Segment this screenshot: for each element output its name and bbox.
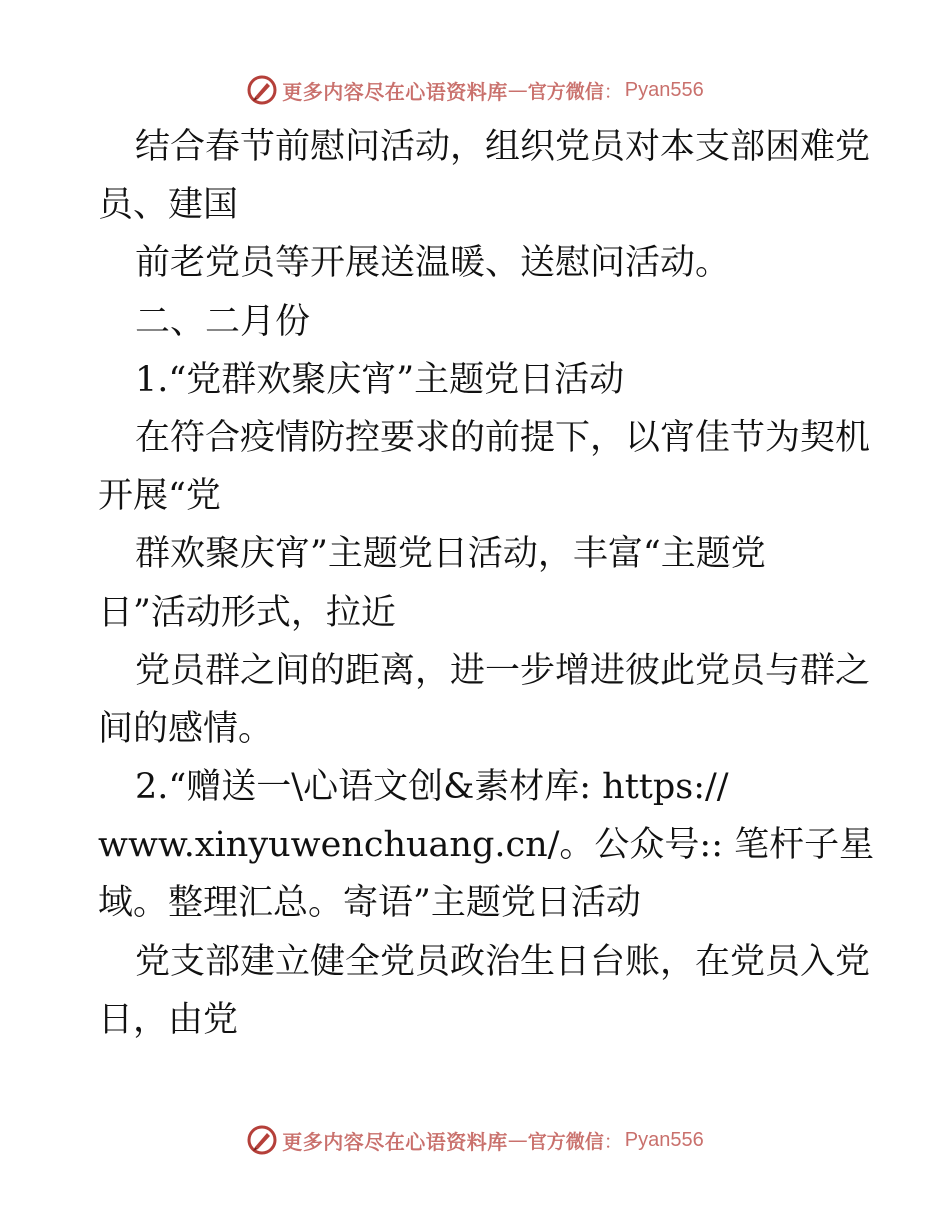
section-heading: 二、二月份	[135, 301, 311, 342]
header-brand-text: 更多内容尽在心语资料库	[282, 79, 508, 104]
text-line: 间的感情。	[98, 708, 274, 749]
footer-separator: —	[507, 1128, 528, 1152]
text-line: 群欢聚庆宵”主题党日活动，丰富“主题党	[135, 534, 766, 575]
pen-logo-icon	[246, 1124, 278, 1156]
text-line: 日”活动形式，拉近	[98, 592, 396, 633]
text-line: 开展“党	[98, 476, 221, 517]
header-wechat-id: Pyan556	[624, 78, 704, 101]
text-line: 员、建国	[98, 185, 239, 226]
item-heading: 2.“赠送一\心语文创&素材库: https://	[135, 767, 729, 808]
text-line: 日，由党	[98, 999, 239, 1040]
footer-wechat-label: 官方微信	[527, 1130, 604, 1153]
text-line: 域。整理汇总。寄语”主题党日活动	[98, 883, 641, 924]
item-heading: 1.“党群欢聚庆宵”主题党日活动	[135, 359, 625, 400]
text-line: 前老党员等开展送温暖、送慰问活动。	[135, 243, 731, 284]
footer-wechat-id: Pyan556	[624, 1128, 704, 1151]
header-banner	[0, 72, 950, 108]
document-body	[98, 118, 875, 1049]
text-line: www.xinyuwenchuang.cn/。公众号:: 笔杆子星	[98, 825, 875, 866]
footer-banner	[0, 1122, 950, 1158]
pen-logo-icon	[246, 74, 278, 106]
footer-colon: ：	[603, 1130, 623, 1153]
header-colon: ：	[603, 80, 623, 103]
text-line: 党员群之间的距离，进一步增进彼此党员与群之	[135, 650, 871, 691]
header-wechat-label: 官方微信	[527, 80, 604, 103]
text-line: 在符合疫情防控要求的前提下，以宵佳节为契机	[135, 417, 871, 458]
text-line: 结合春节前慰问活动，组织党员对本支部困难党	[135, 127, 871, 167]
footer-brand-text: 更多内容尽在心语资料库	[282, 1129, 508, 1154]
text-line: 党支部建立健全党员政治生日台账，在党员入党	[135, 941, 871, 982]
header-separator: —	[507, 78, 528, 102]
